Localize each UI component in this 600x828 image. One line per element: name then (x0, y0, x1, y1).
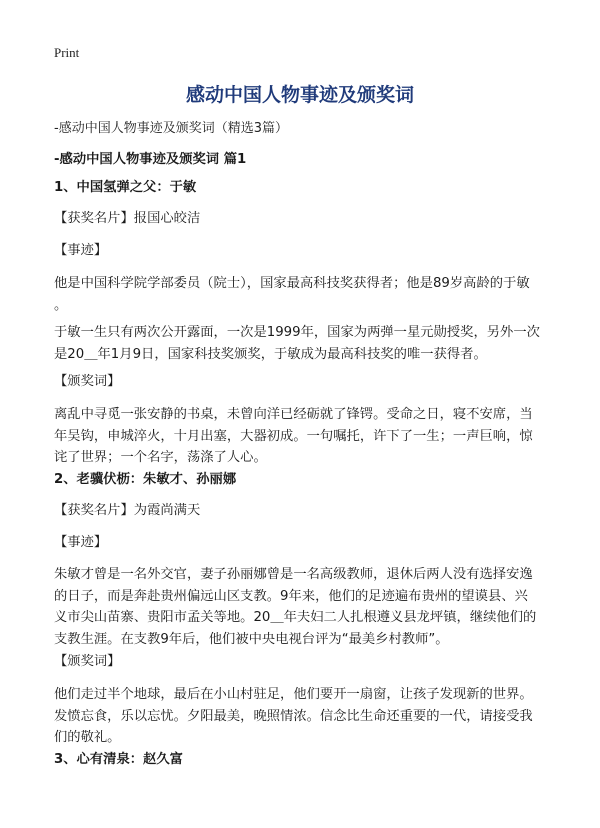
citation-paragraph-2 (54, 684, 550, 749)
page-title: 感动中国人物事迹及颁奖词 (185, 84, 414, 106)
text-line: 义市尖山苗寨、贵阳市孟关等地。20＿年夫妇二人扎根遵义县龙坪镇，继续他们的 (54, 610, 537, 625)
text-line: 诧了世界；一个名字，荡涤了人心。 (54, 450, 267, 465)
text-line: 的日子，而是奔赴贵州偏远山区支教。9年来，他们的足迹遍布贵州的望谟县、兴 (54, 588, 528, 604)
award-card-2: 【获奖名片】为霞尚满天 (54, 503, 201, 518)
section-heading-3: 3、心有清泉：赵久富 (54, 752, 183, 767)
text-line: 发愤忘食，乐以忘忧。夕阳最美，晚照情浓。信念比生命还重要的一代，请接受我 (54, 708, 533, 724)
deeds-label-2: 【事迹】 (54, 535, 108, 550)
text-line: 年吴钩，申城淬火，十月出塞，大器初成。一句嘱托，许下了一生；一声巨响，惊 (54, 428, 533, 444)
deeds-paragraph-2 (54, 564, 550, 650)
citation-label-2: 【颁奖词】 (54, 654, 121, 669)
section-heading-1: 1、中国氢弹之父：于敏 (54, 180, 197, 195)
article-heading: -感动中国人物事迹及颁奖词 篇1 (54, 152, 247, 167)
text-line: 们的敬礼。 (54, 730, 121, 745)
deeds-paragraph-1b (54, 322, 550, 365)
text-line: 。 (54, 297, 68, 313)
citation-label-1: 【颁奖词】 (54, 374, 121, 389)
deeds-paragraph-1 (54, 273, 550, 316)
document-subtitle: -感动中国人物事迹及颁奖词（精选3篇） (54, 121, 288, 136)
text-line: 于敏一生只有两次公开露面，一次是1999年，国家为两弹一星元勋授奖，另外一次 (54, 325, 540, 340)
text-line: 他是中国科学院学部委员（院士），国家最高科技奖获得者；他是89岁高龄的于敏 (54, 276, 530, 291)
print-link[interactable]: Print (54, 45, 80, 60)
award-card-1: 【获奖名片】报国心皎洁 (54, 211, 201, 226)
text-line: 离乱中寻觅一张安静的书桌，未曾向洋已经砺就了锋锷。受命之日，寝不安席，当 (54, 407, 533, 422)
text-line: 他们走过半个地球，最后在小山村驻足，他们要开一扇窗，让孩子发现新的世界。 (54, 687, 533, 702)
text-line: 支教生涯。在支教9年后，他们被中央电视台评为“最美乡村教师”。 (54, 631, 449, 647)
text-line: 是20＿年1月9日，国家科技奖颁奖，于敏成为最高科技奖的唯一获得者。 (54, 346, 487, 362)
section-heading-2: 2、老骥伏枥：朱敏才、孙丽娜 (54, 472, 237, 487)
deeds-label-1: 【事迹】 (54, 243, 108, 258)
text-line: 朱敏才曾是一名外交官，妻子孙丽娜曾是一名高级教师，退休后两人没有选择安逸 (54, 567, 533, 582)
citation-paragraph-1 (54, 404, 550, 469)
